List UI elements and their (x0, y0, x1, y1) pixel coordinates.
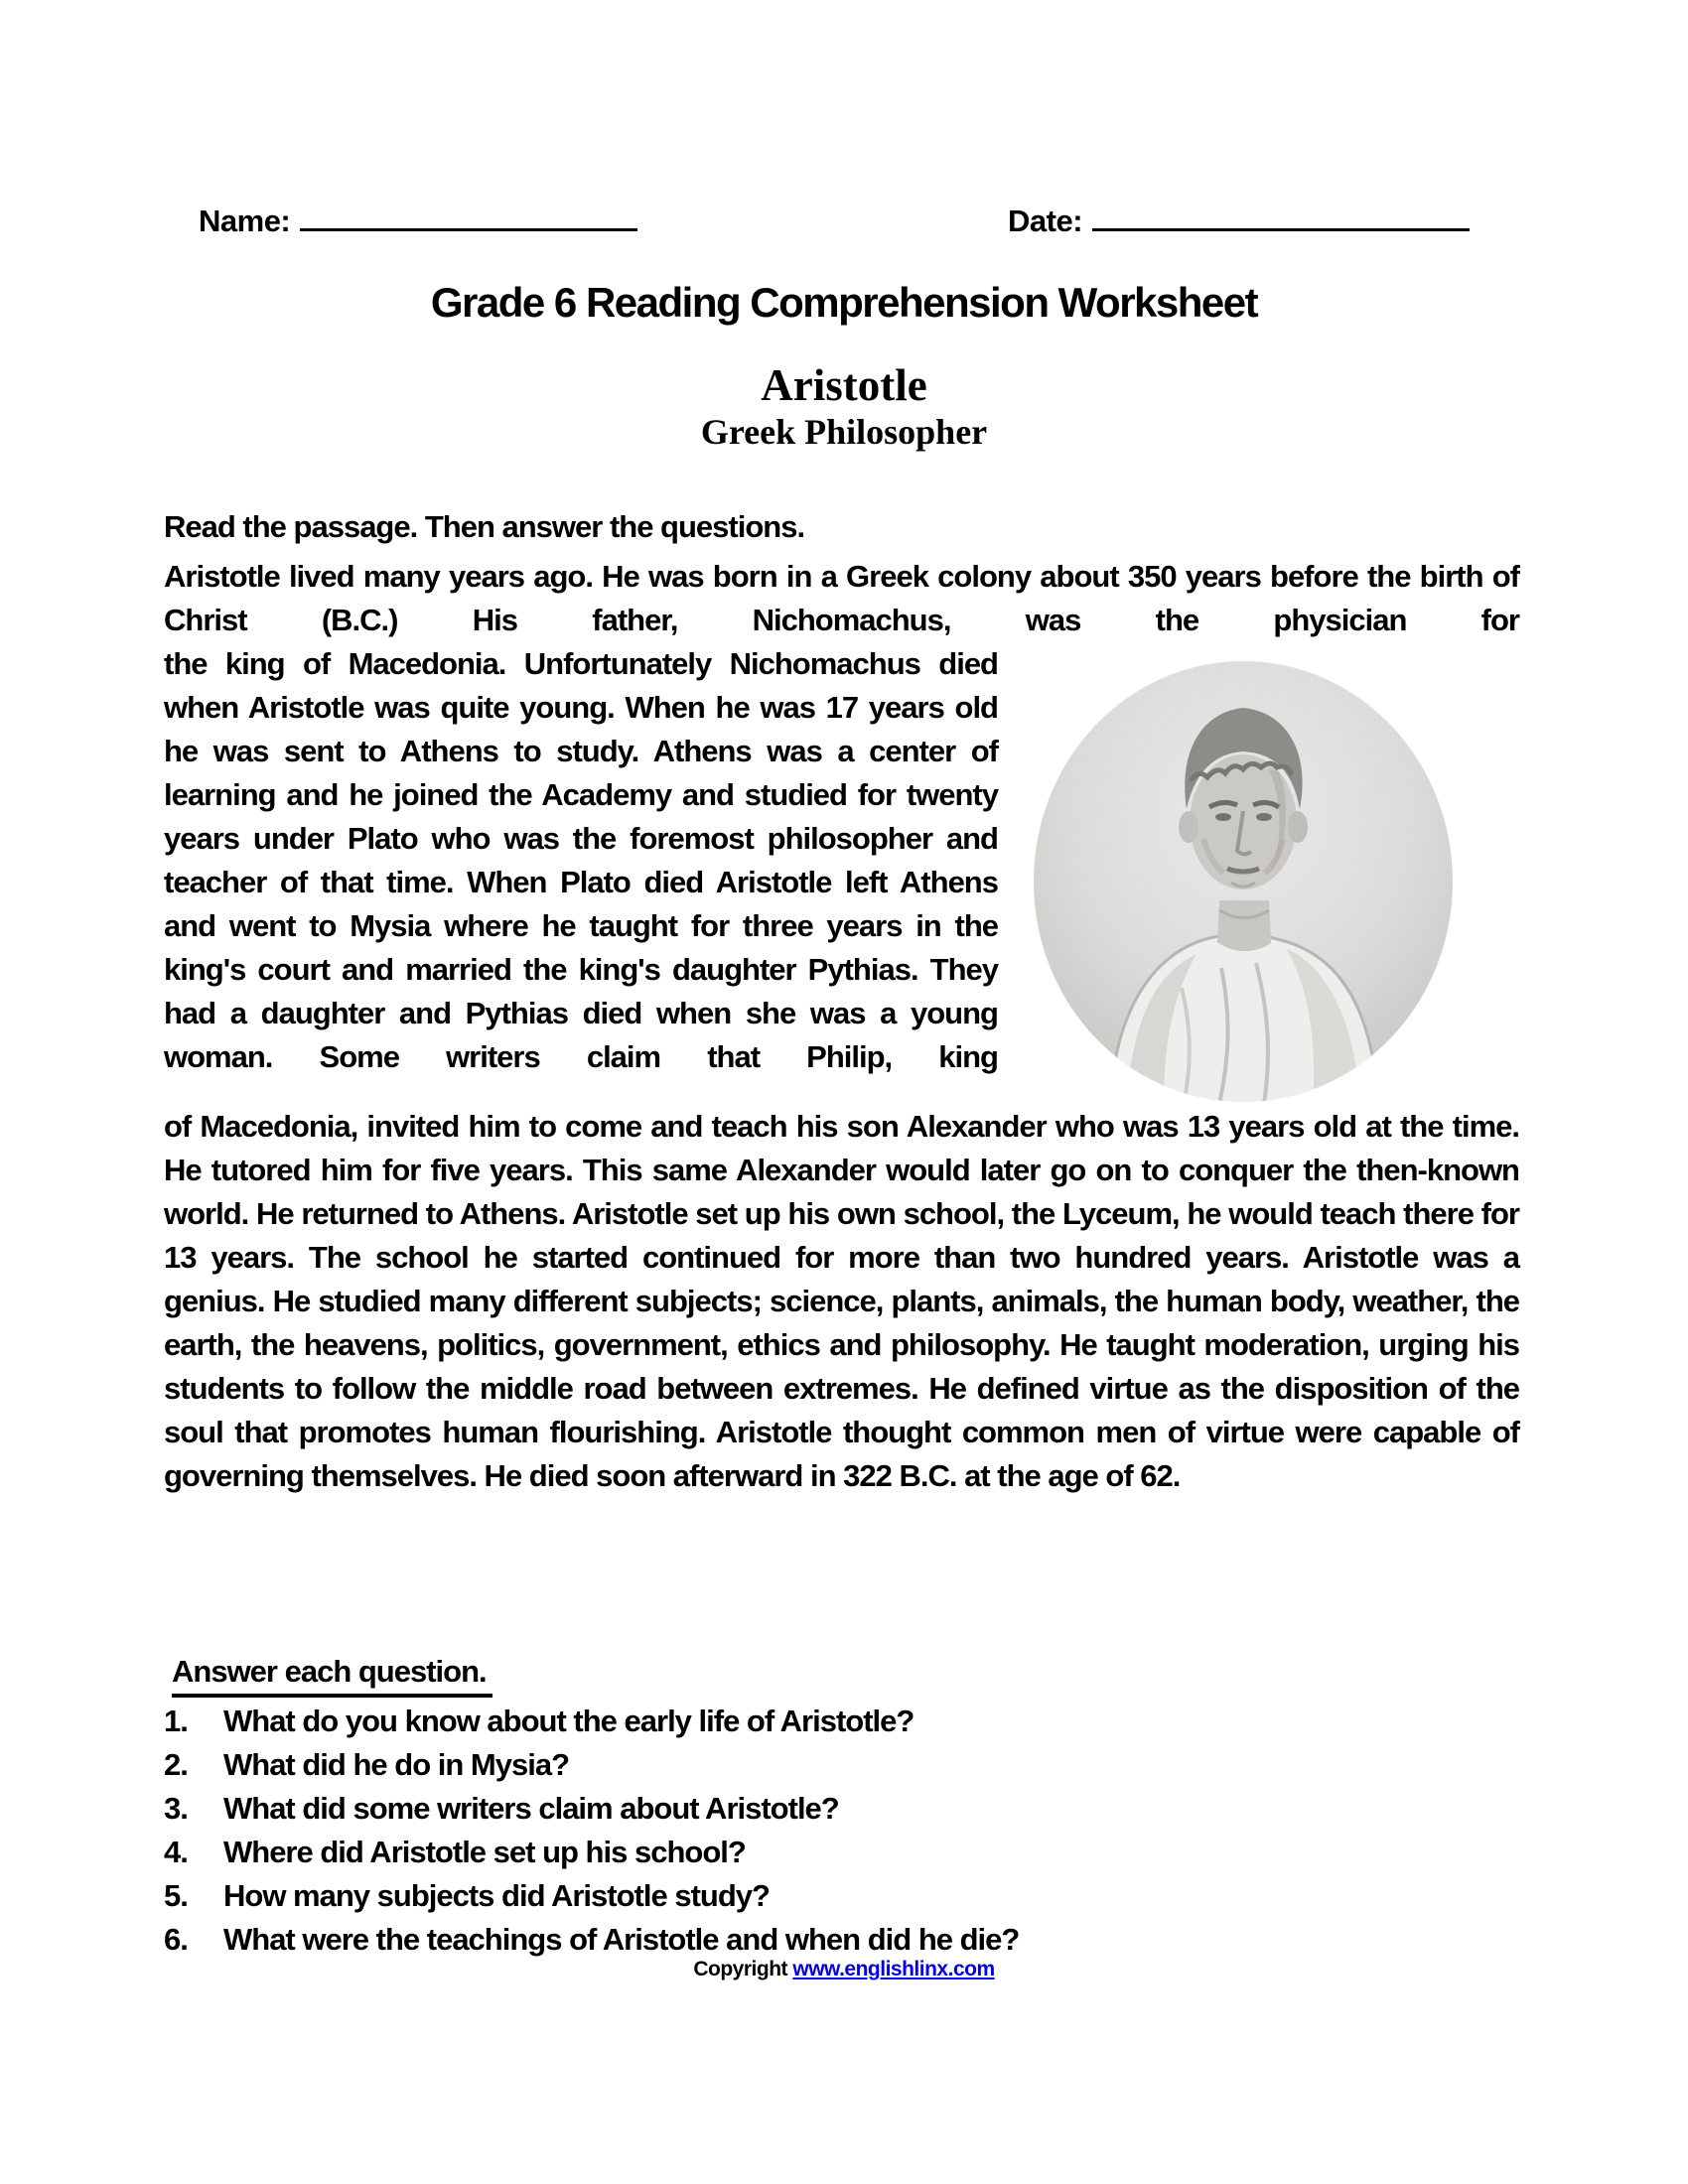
question-number: 2. (164, 1747, 188, 1782)
instructions: Read the passage. Then answer the questions. (164, 509, 805, 544)
question-number: 4. (164, 1835, 188, 1869)
question-text: What did some writers claim about Aristotle? (223, 1791, 839, 1826)
question-text: What did he do in Mysia? (223, 1747, 569, 1782)
portrait-container (998, 642, 1519, 1105)
passage-paragraph-1: Aristotle lived many years ago. He was born in a Greek colony about 350 years before the birth of Christ (B.C.) His father, Nichomachus, was the physician for (164, 559, 1519, 637)
copyright-label: Copyright (693, 1958, 788, 1980)
question-row-4 (164, 1831, 1519, 1874)
question-row-2 (164, 1743, 1519, 1787)
question-text: What were the teachings of Aristotle and when did he die? (223, 1922, 1020, 1957)
footer (0, 1958, 1688, 1981)
date-label: Date: (1008, 204, 1083, 238)
worksheet-title: Grade 6 Reading Comprehension Worksheet (430, 279, 1258, 326)
question-text: Where did Aristotle set up his school? (223, 1835, 746, 1869)
passage-paragraph-2: the king of Macedonia. Unfortunately Nichomachus died when Aristotle was quite young. When he was 17 years old he was sent to Athens to study. Athens was a center of learning and he joined the Academy and studied for twenty years under Plato who was the foremost philosopher and teacher of that time. When Plato died Aristotle left Athens and went to Mysia where he taught for three years in the king's court and married the king's daughter Pythias. They had a daughter and Pythias died when she was a young woman. Some writers claim that Philip, king (164, 646, 998, 1074)
question-row-6 (164, 1918, 1519, 1962)
question-number: 3. (164, 1791, 188, 1826)
name-input-line[interactable] (300, 199, 637, 231)
question-number: 5. (164, 1878, 188, 1913)
question-number: 1. (164, 1704, 188, 1738)
answer-section-heading: Answer each question. (172, 1650, 492, 1698)
passage-wrap-section (164, 642, 1519, 1079)
question-row-1 (164, 1700, 1519, 1743)
question-row-5 (164, 1874, 1519, 1918)
name-label: Name: (199, 204, 291, 238)
aristotle-portrait (1033, 660, 1455, 1104)
englishlinx-link[interactable]: www.englishlinx.com (792, 1958, 995, 1980)
date-field-row (1008, 199, 1470, 239)
passage-title: Aristotle (761, 360, 927, 410)
question-text: What do you know about the early life of Aristotle? (223, 1704, 914, 1738)
date-input-line[interactable] (1092, 199, 1470, 231)
question-row-3 (164, 1787, 1519, 1831)
passage-paragraph-3: of Macedonia, invited him to come and teach his son Alexander who was 13 years old at the time. He tutored him for five years. This same Alexander would later go on to conquer the then-known world. He returned to Athens. Aristotle set up his own school, the Lyceum, he would teach there for 13 years. The school he started continued for more than two hundred years. Aristotle was a genius. He studied many different subjects; science, plants, animals, the human body, weather, the earth, the heavens, politics, government, ethics and philosophy. He taught moderation, urging his students to follow the middle road between extremes. He defined virtue as the disposition of the soul that promotes human flourishing. Aristotle thought common men of virtue were capable of governing themselves. He died soon afterward in 322 B.C. at the age of 62. (164, 1109, 1519, 1493)
question-text: How many subjects did Aristotle study? (223, 1878, 770, 1913)
name-field-row (199, 199, 637, 239)
question-section (164, 1650, 1519, 1962)
passage-subtitle: Greek Philosopher (700, 412, 988, 452)
question-number: 6. (164, 1922, 188, 1957)
reading-passage (164, 555, 1519, 1498)
